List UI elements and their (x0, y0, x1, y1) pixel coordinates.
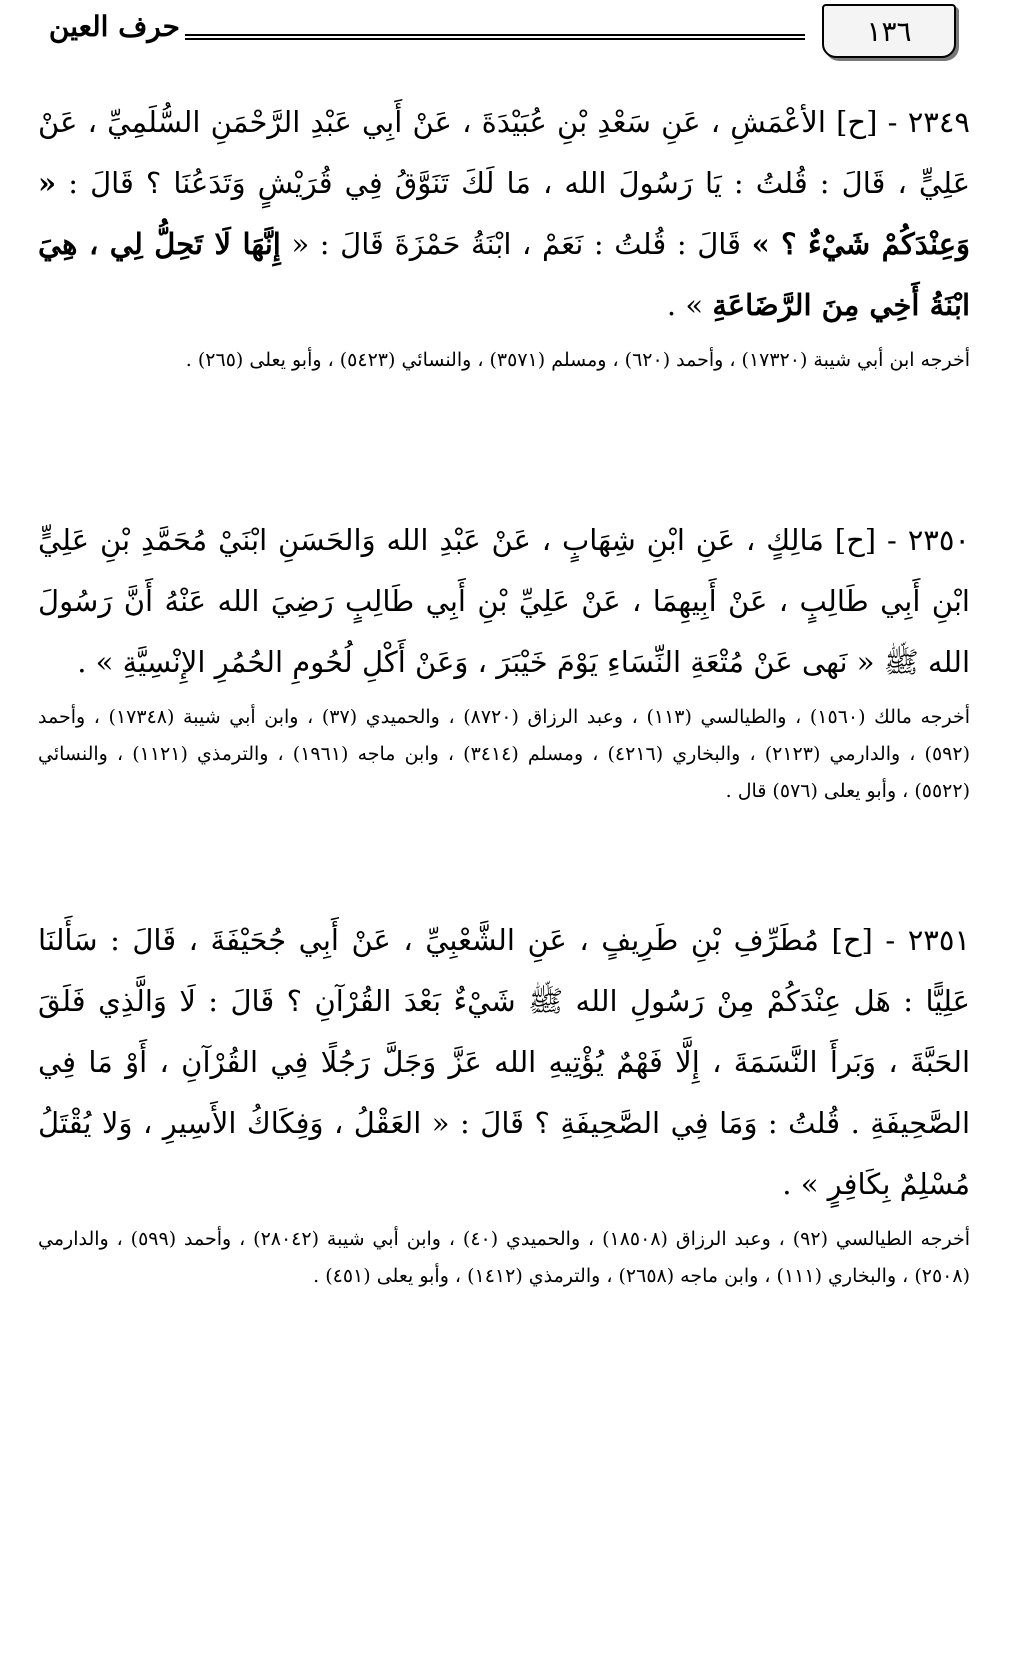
hadith-takhrij: أخرجه مالك (١٥٦٠) ، والطيالسي (١١٣) ، وعبد الرزاق (٨٧٢٠) ، والحميدي (٣٧) ، وابن أبي شيبة (١٧٣٤٨) ، وأحمد (٥٩٢) ، والدارمي (٢١٢٣) ، والبخاري (٤٢١٦) ، ومسلم (٣٤١٤) ، وابن ماجه (١٩٦١) ، والترمذي (١١٢١) ، والنسائي (٥٥٢٢) ، وأبو يعلى (٥٧٦) قال . (38, 706, 970, 802)
hadith-text (38, 92, 970, 336)
hadith-number: ٢٣٥٠ (907, 523, 970, 557)
hadith-takhrij: أخرجه ابن أبي شيبة (١٧٣٢٠) ، وأحمد (٦٢٠) ، ومسلم (٣٥٧١) ، والنسائي (٥٤٢٣) ، وأبو يعلى (٢٦٥) . (185, 349, 970, 371)
hadith-dash: - (887, 105, 898, 139)
hadith-mark: [ح] (836, 105, 878, 139)
header-rule (185, 34, 805, 40)
hadith-continuation: قَالَ : قُلتُ : نَعَمْ ، ابْنَةُ حَمْزَةَ قَالَ : « (291, 227, 741, 261)
hadith-quote: « نَهى عَنْ مُتْعَةِ النِّسَاءِ يَوْمَ خَيْبَرَ ، وَعَنْ أَكْلِ لُحُومِ الحُمُرِ الإِنْسِيَّةِ » . (77, 645, 875, 679)
hadith-number: ٢٣٤٩ (907, 105, 970, 139)
hadith-mark: [ح] (831, 923, 873, 957)
hadith-entry (38, 910, 970, 1295)
hadith-entry (38, 92, 970, 379)
page-number-text: ١٣٦ (866, 14, 912, 48)
hadith-dash: - (885, 923, 896, 957)
chapter-title: حرف العين (48, 10, 180, 43)
hadith-quote: « وَعِنْدَكُمْ شَيْءٌ ؟ » (38, 166, 971, 261)
hadith-takhrij: أخرجه الطيالسي (٩٢) ، وعبد الرزاق (١٨٥٠٨) ، والحميدي (٤٠) ، وابن أبي شيبة (٢٨٠٤٢) ، وأحمد (٥٩٩) ، والدارمي (٢٥٠٨) ، والبخاري (١١١) ، وابن ماجه (٢٦٥٨) ، والترمذي (١٤١٢) ، وأبو يعلى (٤٥١) . (38, 1228, 970, 1287)
hadith-dash: - (887, 523, 897, 557)
hadith-text (38, 510, 970, 693)
hadith-text (38, 910, 970, 1215)
hadith-isnad: مُطَرِّفِ بْنِ طَرِيفٍ ، عَنِ الشَّعْبِيِّ ، عَنْ أَبِي جُحَيْفَةَ ، قَالَ : سَأَلنَا عَلِيًّا : هَل عِنْدَكُمْ مِنْ رَسُولِ الله ﷺ شَيْءٌ بَعْدَ القُرْآنِ ؟ قَالَ : لَا وَالَّذِي فَلَقَ الحَبَّةَ ، وَبَرأَ النَّسَمَةَ ، إِلَّا فَهْمٌ يُؤْتِيهِ الله عَزَّ وَجَلَّ رَجُلًا فِي القُرْآنِ ، أَوْ مَا فِي الصَّحِيفَةِ . قُلتُ : وَمَا فِي الصَّحِيفَةِ ؟ قَالَ : (38, 923, 970, 1140)
hadith-quote: « العَقْلُ ، وَفِكَاكُ الأَسِيرِ ، وَلا يُقْتَلُ مُسْلِمٌ بِكَافِرٍ » . (38, 1106, 970, 1201)
hadith-quote: إِنَّهَا لَا تَحِلُّ لِي ، هِيَ ابْنَةُ أَخِي مِنَ الرَّضَاعَةِ (38, 227, 970, 322)
hadith-closing: » . (666, 288, 704, 322)
hadith-isnad: مَالِكٍ ، عَنِ ابْنِ شِهَابٍ ، عَنْ عَبْدِ الله وَالحَسَنِ ابْنَيْ مُحَمَّدِ بْنِ عَلِيٍّ ابْنِ أَبِي طَالِبٍ ، عَنْ أَبِيهِمَا ، عَنْ عَلِيِّ بْنِ أَبِي طَالِبٍ رَضِيَ الله عَنْهُ أَنَّ رَسُولَ الله ﷺ (38, 523, 970, 679)
hadith-mark: [ح] (834, 523, 877, 557)
hadith-entry (38, 510, 970, 810)
page-number (822, 4, 956, 58)
hadith-number: ٢٣٥١ (907, 923, 971, 957)
hadith-isnad: الأعْمَشِ ، عَنِ سَعْدِ بْنِ عُبَيْدَةَ ، عَنْ أَبِي عَبْدِ الرَّحْمَنِ السُّلَمِيِّ ، عَنْ عَلِيٍّ ، قَالَ : قُلتُ : يَا رَسُولَ الله ، مَا لَكَ تَنَوَّقُ فِي قُرَيْشٍ وَتَدَعُنَا ؟ قَالَ : (38, 105, 971, 200)
